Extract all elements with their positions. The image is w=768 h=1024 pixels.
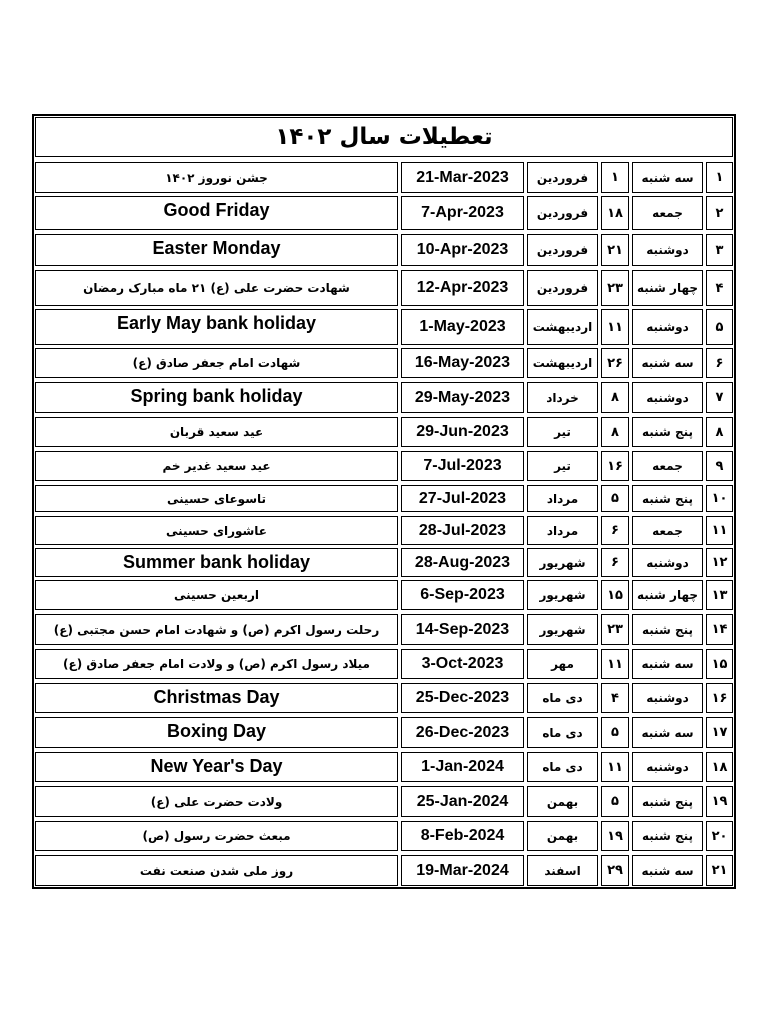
holiday-name: Easter Monday xyxy=(35,234,398,266)
holiday-name: عید سعید غدیر خم xyxy=(35,451,398,481)
weekday: پنج شنبه xyxy=(632,614,703,645)
row-number: ۱۰ xyxy=(706,485,733,512)
persian-day: ۱ xyxy=(601,162,629,193)
weekday: چهار شنبه xyxy=(632,270,703,306)
weekday: سه شنبه xyxy=(632,855,703,886)
persian-month: مرداد xyxy=(527,516,598,545)
holiday-name: Good Friday xyxy=(35,196,398,230)
weekday: جمعه xyxy=(632,196,703,230)
holiday-date: 16-May-2023 xyxy=(401,348,524,378)
persian-month: دی ماه xyxy=(527,752,598,782)
persian-day: ۶ xyxy=(601,516,629,545)
holiday-date: 12-Apr-2023 xyxy=(401,270,524,306)
holiday-name: Summer bank holiday xyxy=(35,548,398,577)
holiday-name: Christmas Day xyxy=(35,683,398,713)
holiday-name: Early May bank holiday xyxy=(35,309,398,345)
persian-day: ۲۳ xyxy=(601,270,629,306)
persian-day: ۶ xyxy=(601,548,629,577)
holiday-name: جشن نوروز ۱۴۰۲ xyxy=(35,162,398,193)
holiday-name: میلاد رسول اکرم (ص) و ولادت امام جعفر صادق (ع) xyxy=(35,649,398,679)
persian-month: فروردین xyxy=(527,234,598,266)
persian-day: ۱۱ xyxy=(601,752,629,782)
persian-month: فروردین xyxy=(527,162,598,193)
holiday-name: Spring bank holiday xyxy=(35,382,398,413)
holiday-name: New Year's Day xyxy=(35,752,398,782)
persian-day: ۲۹ xyxy=(601,855,629,886)
row-number: ۶ xyxy=(706,348,733,378)
persian-day: ۸ xyxy=(601,417,629,447)
persian-month: مرداد xyxy=(527,485,598,512)
persian-day: ۱۵ xyxy=(601,580,629,610)
persian-month: تیر xyxy=(527,451,598,481)
persian-day: ۵ xyxy=(601,717,629,748)
holiday-date: 8-Feb-2024 xyxy=(401,821,524,851)
row-number: ۱۸ xyxy=(706,752,733,782)
holiday-date: 1-Jan-2024 xyxy=(401,752,524,782)
row-number: ۱۷ xyxy=(706,717,733,748)
holiday-date: 7-Jul-2023 xyxy=(401,451,524,481)
row-number: ۱۵ xyxy=(706,649,733,679)
holiday-date: 29-May-2023 xyxy=(401,382,524,413)
row-number: ۱۳ xyxy=(706,580,733,610)
persian-day: ۸ xyxy=(601,382,629,413)
row-number: ۲۱ xyxy=(706,855,733,886)
weekday: دوشنبه xyxy=(632,548,703,577)
persian-month: فروردین xyxy=(527,270,598,306)
page-title: تعطیلات سال ۱۴۰۲ xyxy=(35,117,733,157)
persian-month: اردیبهشت xyxy=(527,309,598,345)
persian-day: ۱۱ xyxy=(601,309,629,345)
weekday: جمعه xyxy=(632,516,703,545)
holiday-name: مبعث حضرت رسول (ص) xyxy=(35,821,398,851)
weekday: چهار شنبه xyxy=(632,580,703,610)
persian-day: ۱۶ xyxy=(601,451,629,481)
persian-month: شهریور xyxy=(527,548,598,577)
persian-month: دی ماه xyxy=(527,683,598,713)
row-number: ۴ xyxy=(706,270,733,306)
row-number: ۱۴ xyxy=(706,614,733,645)
persian-month: خرداد xyxy=(527,382,598,413)
persian-day: ۵ xyxy=(601,786,629,817)
persian-day: ۴ xyxy=(601,683,629,713)
persian-month: بهمن xyxy=(527,821,598,851)
holiday-name: Boxing Day xyxy=(35,717,398,748)
persian-month: بهمن xyxy=(527,786,598,817)
row-number: ۷ xyxy=(706,382,733,413)
persian-month: فروردین xyxy=(527,196,598,230)
persian-month: اسفند xyxy=(527,855,598,886)
holiday-date: 6-Sep-2023 xyxy=(401,580,524,610)
persian-month: شهریور xyxy=(527,580,598,610)
row-number: ۱۹ xyxy=(706,786,733,817)
persian-month: شهریور xyxy=(527,614,598,645)
holiday-date: 26-Dec-2023 xyxy=(401,717,524,748)
weekday: دوشنبه xyxy=(632,683,703,713)
persian-month: اردیبهشت xyxy=(527,348,598,378)
holiday-name: شهادت امام جعفر صادق (ع) xyxy=(35,348,398,378)
holiday-date: 21-Mar-2023 xyxy=(401,162,524,193)
holiday-name: اربعین حسینی xyxy=(35,580,398,610)
holiday-name: روز ملی شدن صنعت نفت xyxy=(35,855,398,886)
holiday-date: 28-Aug-2023 xyxy=(401,548,524,577)
weekday: پنج شنبه xyxy=(632,786,703,817)
row-number: ۱۶ xyxy=(706,683,733,713)
holiday-name: تاسوعای حسینی xyxy=(35,485,398,512)
weekday: سه شنبه xyxy=(632,162,703,193)
holiday-name: رحلت رسول اکرم (ص) و شهادت امام حسن مجتبی (ع) xyxy=(35,614,398,645)
weekday: دوشنبه xyxy=(632,309,703,345)
weekday: سه شنبه xyxy=(632,649,703,679)
persian-month: دی ماه xyxy=(527,717,598,748)
row-number: ۱ xyxy=(706,162,733,193)
holiday-date: 14-Sep-2023 xyxy=(401,614,524,645)
persian-day: ۱۱ xyxy=(601,649,629,679)
row-number: ۱۱ xyxy=(706,516,733,545)
weekday: سه شنبه xyxy=(632,348,703,378)
row-number: ۹ xyxy=(706,451,733,481)
persian-day: ۲۳ xyxy=(601,614,629,645)
holiday-date: 7-Apr-2023 xyxy=(401,196,524,230)
row-number: ۲۰ xyxy=(706,821,733,851)
weekday: دوشنبه xyxy=(632,382,703,413)
holiday-date: 25-Jan-2024 xyxy=(401,786,524,817)
weekday: پنج شنبه xyxy=(632,417,703,447)
holiday-date: 3-Oct-2023 xyxy=(401,649,524,679)
row-number: ۲ xyxy=(706,196,733,230)
weekday: پنج شنبه xyxy=(632,485,703,512)
persian-day: ۲۱ xyxy=(601,234,629,266)
holiday-name: عید سعید قربان xyxy=(35,417,398,447)
persian-day: ۱۹ xyxy=(601,821,629,851)
row-number: ۸ xyxy=(706,417,733,447)
row-number: ۳ xyxy=(706,234,733,266)
holiday-name: شهادت حضرت علی (ع) ۲۱ ماه مبارک رمضان xyxy=(35,270,398,306)
holiday-name: عاشورای حسینی xyxy=(35,516,398,545)
weekday: سه شنبه xyxy=(632,717,703,748)
holiday-date: 19-Mar-2024 xyxy=(401,855,524,886)
weekday: دوشنبه xyxy=(632,752,703,782)
holiday-date: 29-Jun-2023 xyxy=(401,417,524,447)
weekday: پنج شنبه xyxy=(632,821,703,851)
persian-day: ۵ xyxy=(601,485,629,512)
holiday-name: ولادت حضرت علی (ع) xyxy=(35,786,398,817)
holiday-date: 28-Jul-2023 xyxy=(401,516,524,545)
persian-month: مهر xyxy=(527,649,598,679)
weekday: دوشنبه xyxy=(632,234,703,266)
row-number: ۱۲ xyxy=(706,548,733,577)
holiday-date: 1-May-2023 xyxy=(401,309,524,345)
persian-month: تیر xyxy=(527,417,598,447)
row-number: ۵ xyxy=(706,309,733,345)
holiday-date: 27-Jul-2023 xyxy=(401,485,524,512)
persian-day: ۱۸ xyxy=(601,196,629,230)
holiday-date: 25-Dec-2023 xyxy=(401,683,524,713)
weekday: جمعه xyxy=(632,451,703,481)
holiday-date: 10-Apr-2023 xyxy=(401,234,524,266)
persian-day: ۲۶ xyxy=(601,348,629,378)
